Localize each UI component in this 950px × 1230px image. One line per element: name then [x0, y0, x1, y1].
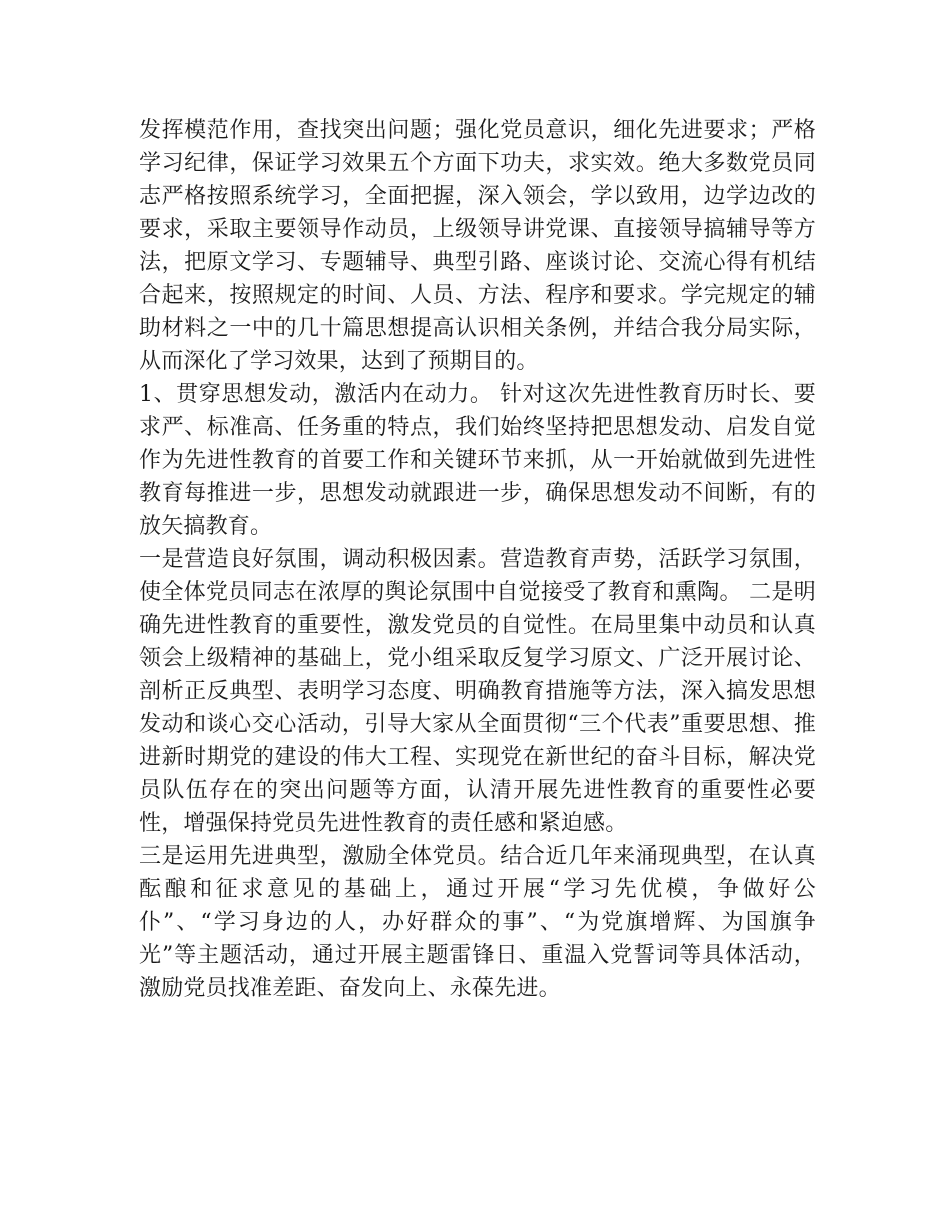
paragraph-1: 发挥模范作用，查找突出问题；强化党员意识，细化先进要求；严格学习纪律，保证学习效果五个方面下功夫，求实效。绝大多数党员同志严格按照系统学习，全面把握，深入领会，学以致用，边学边改的要求，采取主要领导作动员，上级领导讲党课、直接领导搞辅导等方法，把原文学习、专题辅导、典型引路、座谈讨论、交流心得有机结合起来，按照规定的时间、人员、方法、程序和要求。学完规定的辅助材料之一中的几十篇思想提高认识相关条例，并结合我分局实际，从而深化了学习效果，达到了预期目的。 [139, 118, 816, 374]
paragraph-2: 1、贯穿思想发动，激活内在动力。 针对这次先进性教育历时长、要求严、标准高、任务重的特点，我们始终坚持把思想发动、启发自觉作为先进性教育的首要工作和关键环节来抓，从一开始就做到先进性教育每推进一步，思想发动就跟进一步，确保思想发动不间断，有的放矢搞教育。 [139, 382, 816, 539]
paragraph-3: 一是营造良好氛围，调动积极因素。营造教育声势，活跃学习氛围，使全体党员同志在浓厚的舆论氛围中自觉接受了教育和熏陶。 二是明确先进性教育的重要性，激发党员的自觉性。在局里集中动员和认真领会上级精神的基础上，党小组采取反复学习原文、广泛开展讨论、剖析正反典型、表明学习态度、明确教育措施等方法，深入搞发思想发动和谈心交心活动，引导大家从全面贯彻“三个代表”重要思想、推进新时期党的建设的伟大工程、实现党在新世纪的奋斗目标，解决党员队伍存在的突出问题等方面，认清开展先进性教育的重要性必要性，增强保持党员先进性教育的责任感和紧迫感。 [139, 547, 816, 836]
body-text [139, 114, 816, 1005]
paragraph-4: 三是运用先进典型，激励全体党员。结合近几年来涌现典型，在认真酝酿和征求意见的基础上，通过开展“学习先优模，争做好公仆”、“学习身边的人，办好群众的事”、“为党旗增辉、为国旗争光”等主题活动，通过开展主题雷锋日、重温入党誓词等具体活动，激励党员找准差距、奋发向上、永葆先进。 [139, 844, 816, 1001]
